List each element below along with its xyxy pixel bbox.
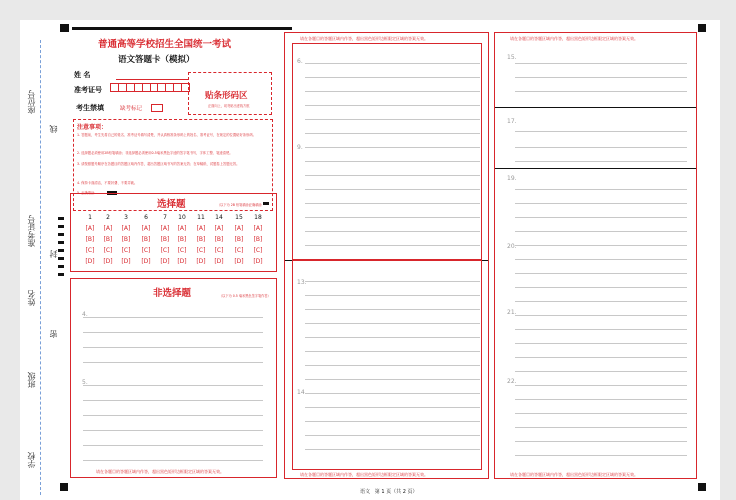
mc-option-bubble[interactable]: [B]	[121, 236, 131, 243]
page-footer: 语文 第 1 页（共 2 页）	[360, 489, 418, 495]
missing-mark-label: 缺考标记	[120, 106, 143, 112]
mc-title: 选择题	[157, 199, 186, 210]
answer-line[interactable]	[515, 385, 687, 386]
mc-example-label: 正确填涂	[249, 203, 262, 207]
forbid-label: 考生禁填	[76, 104, 104, 112]
mc-option-bubble[interactable]: [C]	[214, 247, 224, 254]
mc-option-bubble[interactable]: [C]	[141, 247, 151, 254]
question-14-number: 14.	[297, 389, 307, 396]
mc-option-bubble[interactable]: [B]	[234, 236, 244, 243]
answer-line[interactable]	[305, 133, 480, 134]
answer-line[interactable]	[305, 217, 480, 218]
mc-question-15	[232, 212, 246, 267]
mc-option-bubble[interactable]: [B]	[253, 236, 263, 243]
mc-option-bubble[interactable]: [B]	[85, 236, 95, 243]
answer-line[interactable]	[515, 413, 687, 414]
question-6-number: 6.	[297, 58, 303, 65]
question-22-number: 22.	[507, 378, 517, 385]
mc-option-bubble[interactable]: [C]	[160, 247, 170, 254]
name-underline	[116, 79, 188, 80]
answer-line[interactable]	[305, 119, 480, 120]
answer-line[interactable]	[305, 309, 480, 310]
side-seat-label: 座位号	[27, 90, 36, 114]
answer-line[interactable]	[305, 231, 480, 232]
side-name-label: 姓名	[27, 290, 36, 306]
answer-line[interactable]	[515, 77, 687, 78]
mc-option-bubble[interactable]: [C]	[85, 247, 95, 254]
answer-line[interactable]	[515, 245, 687, 246]
mc-option-bubble[interactable]: [D]	[196, 258, 206, 265]
panel3-bottom-warning: 请在各题目的答题区域内作答，超出黑色矩形边框限定区域的答案无效。	[510, 472, 638, 477]
answer-line[interactable]	[305, 189, 480, 190]
answer-line[interactable]	[305, 323, 480, 324]
answer-sheet	[20, 20, 720, 500]
timing-mark	[58, 233, 64, 236]
answer-line[interactable]	[515, 189, 687, 190]
mc-option-bubble[interactable]: [A]	[85, 225, 95, 232]
side-class-label: 班级	[27, 372, 36, 388]
timing-mark	[58, 217, 64, 220]
question-15-number: 15.	[507, 54, 517, 61]
notice-item-4: 4. 保持卡面清洁，不要折叠、不要弄破。	[77, 181, 138, 185]
question-9-number: 9.	[297, 144, 303, 151]
mc-question-11	[194, 212, 208, 267]
mc-option-bubble[interactable]: [A]	[141, 225, 151, 232]
barcode-note: 正面向上，切勿贴出虚线方框	[208, 104, 250, 108]
side-line-label: 线	[49, 125, 58, 133]
answer-line[interactable]	[515, 161, 687, 162]
answer-line[interactable]	[305, 105, 480, 106]
mc-option-bubble[interactable]: [A]	[214, 225, 224, 232]
answer-line[interactable]	[83, 347, 263, 348]
question-17-number: 17.	[507, 118, 517, 125]
mc-question-number: 18	[254, 214, 262, 221]
mc-option-bubble[interactable]: [A]	[253, 225, 263, 232]
answer-line[interactable]	[515, 63, 687, 64]
exam-no-boxes	[110, 83, 190, 92]
mc-question-number: 1	[88, 214, 92, 221]
mc-question-number: 11	[197, 214, 205, 221]
answer-line[interactable]	[83, 400, 263, 401]
answer-line[interactable]	[305, 281, 480, 282]
question-21-number: 21.	[507, 309, 517, 316]
question-19-number: 19.	[507, 175, 517, 182]
timing-mark	[58, 257, 64, 260]
mc-question-number: 3	[124, 214, 128, 221]
answer-line[interactable]	[83, 332, 263, 333]
answer-line[interactable]	[305, 379, 480, 380]
mc-option-bubble[interactable]: [A]	[160, 225, 170, 232]
mc-question-number: 6	[144, 214, 148, 221]
barcode-title: 贴条形码区	[205, 91, 248, 101]
answer-line[interactable]	[83, 445, 263, 446]
mc-example-mark	[263, 202, 269, 205]
answer-line[interactable]	[305, 337, 480, 338]
notice-item-3: 3. 请按照题号顺序在各题目的答题区域内作答，超出答题区域书写的答案无效；在草稿纸、试题卷上答题无效。	[77, 162, 240, 166]
answer-line[interactable]	[305, 147, 480, 148]
panel2-bottom-warning: 请在各题目的答题区域内作答，超出黑色矩形边框限定区域的答案无效。	[300, 472, 428, 477]
answer-line[interactable]	[515, 273, 687, 274]
mc-question-number: 2	[106, 214, 110, 221]
answer-line[interactable]	[305, 63, 480, 64]
mc-option-bubble[interactable]: [B]	[177, 236, 187, 243]
answer-line[interactable]	[305, 365, 480, 366]
answer-line[interactable]	[305, 393, 480, 394]
answer-line[interactable]	[515, 357, 687, 358]
timing-mark	[58, 241, 64, 244]
mc-question-number: 14	[215, 214, 223, 221]
answer-line[interactable]	[83, 385, 263, 386]
mc-question-6	[139, 212, 153, 267]
mc-option-bubble[interactable]: [D]	[234, 258, 244, 265]
answer-line[interactable]	[305, 203, 480, 204]
mc-option-bubble[interactable]: [B]	[214, 236, 224, 243]
answer-line[interactable]	[305, 161, 480, 162]
answer-line[interactable]	[305, 421, 480, 422]
mc-option-bubble[interactable]: [C]	[121, 247, 131, 254]
answer-line[interactable]	[515, 329, 687, 330]
panel3-top-warning: 请在各题目的答题区域内作答，超出黑色矩形边框限定区域的答案无效。	[510, 36, 638, 41]
answer-line[interactable]	[305, 91, 480, 92]
corner-marker	[60, 24, 69, 32]
mc-question-7	[158, 212, 172, 267]
timing-mark	[58, 249, 64, 252]
corner-marker	[698, 24, 706, 32]
mc-question-10	[175, 212, 189, 267]
mc-option-bubble[interactable]: [C]	[177, 247, 187, 254]
answer-line[interactable]	[83, 362, 263, 363]
mc-option-bubble[interactable]: [D]	[214, 258, 224, 265]
answer-line[interactable]	[515, 131, 687, 132]
mc-option-bubble[interactable]: [D]	[103, 258, 113, 265]
corner-marker	[698, 483, 706, 491]
mc-section	[70, 193, 277, 272]
panel-right	[494, 32, 697, 479]
mc-option-bubble[interactable]: [A]	[103, 225, 113, 232]
nonmc-title: 非选择题	[153, 288, 192, 299]
mc-question-1	[83, 212, 97, 267]
notice-item-2: 2. 选择题必须使用2B铅笔填涂；非选择题必须使用0.5毫米黑色字迹的签字笔书写，字体工整、笔迹清楚。	[77, 151, 233, 155]
barcode-area	[188, 72, 272, 115]
mc-option-bubble[interactable]: [B]	[160, 236, 170, 243]
mc-question-18	[251, 212, 265, 267]
notice-title: 注意事项：	[77, 124, 108, 131]
notice-item-1: 1. 答题前，考生先将自己的姓名、准考证号填写清楚，并认真核准条形码上的姓名、准考证号，在规定的位置贴好条形码。	[77, 133, 256, 137]
panel2-top-warning: 请在各题目的答题区域内作答，超出黑色矩形边框限定区域的答案无效。	[300, 36, 428, 41]
mc-option-bubble[interactable]: [A]	[196, 225, 206, 232]
answer-line[interactable]	[305, 245, 480, 246]
notice-item-5: 5. 正确填涂	[77, 191, 95, 195]
answer-line[interactable]	[515, 231, 687, 232]
answer-line[interactable]	[305, 77, 480, 78]
binding-line	[40, 40, 41, 495]
mc-option-bubble[interactable]: [B]	[196, 236, 206, 243]
mc-option-bubble[interactable]: [D]	[141, 258, 151, 265]
card-subtitle: 语文答题卡（模拟）	[118, 55, 195, 65]
answer-line[interactable]	[515, 147, 687, 148]
top-marker-bar	[72, 27, 292, 30]
exam-no-label: 准考证号	[74, 86, 102, 94]
answer-line[interactable]	[305, 407, 480, 408]
question-4-number: 4.	[82, 311, 88, 318]
mc-option-bubble[interactable]: [D]	[85, 258, 95, 265]
divider-17-19	[495, 168, 696, 169]
q6-9-area	[292, 43, 482, 260]
mc-question-2	[101, 212, 115, 267]
mc-option-bubble[interactable]: [D]	[253, 258, 263, 265]
answer-line[interactable]	[305, 175, 480, 176]
mc-option-bubble[interactable]: [C]	[234, 247, 244, 254]
exam-title: 普通高等学校招生全国统一考试	[98, 39, 232, 50]
mc-option-bubble[interactable]: [B]	[141, 236, 151, 243]
answer-line[interactable]	[83, 460, 263, 461]
panel-middle	[284, 32, 489, 479]
answer-line[interactable]	[515, 91, 687, 92]
timing-mark	[58, 273, 64, 276]
nonmc-section	[70, 278, 277, 478]
answer-line[interactable]	[515, 399, 687, 400]
answer-line[interactable]	[515, 217, 687, 218]
mc-option-bubble[interactable]: [A]	[121, 225, 131, 232]
answer-line[interactable]	[83, 317, 263, 318]
answer-line[interactable]	[305, 449, 480, 450]
answer-line[interactable]	[515, 441, 687, 442]
mc-question-14	[212, 212, 226, 267]
mc-option-bubble[interactable]: [A]	[234, 225, 244, 232]
answer-line[interactable]	[515, 427, 687, 428]
mc-question-number: 10	[178, 214, 186, 221]
name-label: 姓 名	[74, 71, 91, 79]
mc-option-bubble[interactable]: [D]	[121, 258, 131, 265]
mc-option-bubble[interactable]: [D]	[160, 258, 170, 265]
question-13-number: 13.	[297, 279, 307, 286]
mc-option-bubble[interactable]: [B]	[103, 236, 113, 243]
answer-line[interactable]	[305, 435, 480, 436]
mc-option-bubble[interactable]: [C]	[103, 247, 113, 254]
side-seal-label: 封	[49, 250, 58, 258]
timing-mark	[58, 265, 64, 268]
question-20-number: 20.	[507, 243, 517, 250]
panel1-warning: 请在各题目的答题区域内作答，超出黑色矩形边框限定区域的答案无效。	[96, 469, 224, 474]
mc-option-bubble[interactable]: [D]	[177, 258, 187, 265]
side-exam-no-label: 准考证号	[27, 215, 36, 247]
side-dense-label: 密	[49, 330, 58, 338]
divider-15-17	[495, 107, 696, 108]
answer-line[interactable]	[83, 430, 263, 431]
answer-line[interactable]	[83, 415, 263, 416]
mc-question-number: 7	[163, 214, 167, 221]
mc-option-bubble[interactable]: [C]	[196, 247, 206, 254]
answer-line[interactable]	[515, 301, 687, 302]
corner-marker	[60, 483, 68, 491]
mc-option-bubble[interactable]: [C]	[253, 247, 263, 254]
missing-mark-box[interactable]	[151, 104, 163, 112]
timing-mark	[58, 225, 64, 228]
mc-question-3	[119, 212, 133, 267]
mc-question-number: 15	[235, 214, 243, 221]
answer-line[interactable]	[305, 295, 480, 296]
answer-line[interactable]	[515, 203, 687, 204]
answer-line[interactable]	[515, 371, 687, 372]
answer-line[interactable]	[305, 351, 480, 352]
answer-line[interactable]	[515, 455, 687, 456]
question-5-number: 5.	[82, 379, 88, 386]
mc-note: （以下为 2B 铅笔填涂）	[217, 203, 252, 207]
answer-line[interactable]	[515, 315, 687, 316]
answer-line[interactable]	[515, 259, 687, 260]
mc-option-bubble[interactable]: [A]	[177, 225, 187, 232]
nonmc-note: （以下为 0.5 毫米黑色签字笔作答）	[219, 294, 271, 298]
answer-line[interactable]	[515, 287, 687, 288]
answer-line[interactable]	[515, 343, 687, 344]
side-school-label: 学校	[27, 452, 36, 468]
